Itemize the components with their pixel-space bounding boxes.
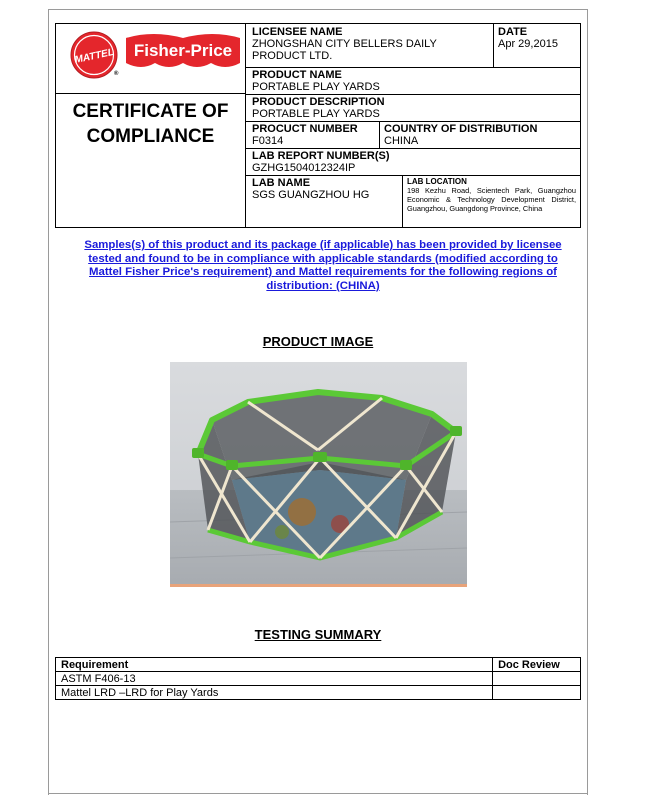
- table-header-row: [56, 658, 581, 672]
- certificate-header: [55, 23, 581, 228]
- header-divider-left: [245, 24, 246, 227]
- date-label: DATE: [498, 26, 528, 38]
- lab-report-value: GZHG1504012324IP: [252, 162, 356, 174]
- licensee-name-value-line1: ZHONGSHAN CITY BELLERS DAILY: [252, 38, 437, 50]
- product-image-heading: PRODUCT IMAGE: [262, 334, 374, 349]
- testing-summary-table: [55, 657, 581, 700]
- lab-location-label: LAB LOCATION: [407, 177, 467, 186]
- mattel-logo: [69, 30, 119, 80]
- row-divider-4: [245, 148, 580, 149]
- fisher-price-logo-text: Fisher-Price: [133, 41, 233, 60]
- product-description-value: PORTABLE PLAY YARDS: [252, 108, 380, 120]
- licensee-name-value-line2: PRODUCT LTD.: [252, 50, 333, 62]
- certificate-title: [56, 99, 245, 149]
- testing-summary-heading: TESTING SUMMARY: [254, 627, 382, 642]
- column-header-requirement: Requirement: [56, 658, 493, 672]
- logo-divider: [56, 93, 245, 94]
- lab-divider: [402, 175, 403, 227]
- date-divider: [493, 24, 494, 68]
- country-value: CHINA: [384, 135, 419, 147]
- product-description-label: PRODUCT DESCRIPTION: [252, 96, 385, 108]
- certificate-title-line2: COMPLIANCE: [86, 126, 215, 147]
- table-row: [56, 672, 581, 686]
- row-divider-1: [245, 67, 580, 68]
- row-divider-2: [245, 94, 580, 95]
- product-name-value: PORTABLE PLAY YARDS: [252, 81, 380, 93]
- requirement-cell: Mattel LRD –LRD for Play Yards: [56, 686, 493, 700]
- certificate-title-line1: CERTIFICATE OF: [72, 101, 229, 122]
- lab-name-value: SGS GUANGZHOU HG: [252, 189, 370, 201]
- doc-review-cell: [493, 672, 581, 686]
- lab-report-label: LAB REPORT NUMBER(S): [252, 150, 390, 162]
- column-header-doc-review: Doc Review: [493, 658, 581, 672]
- lab-location-value: 198 Kezhu Road, Scientech Park, Guangzhou Economic & Technology Development District, Guangzhou, Guangdong Province, China: [407, 186, 576, 213]
- product-number-value: F0314: [252, 135, 284, 147]
- date-value: Apr 29,2015: [498, 38, 558, 50]
- page-bottom-border: [48, 793, 588, 794]
- doc-review-cell: [493, 686, 581, 700]
- lab-name-label: LAB NAME: [252, 177, 311, 189]
- registered-mark: ®: [114, 71, 119, 77]
- number-divider: [379, 121, 380, 148]
- product-number-label: PROCUCT NUMBER: [252, 123, 358, 135]
- product-photo: [170, 362, 467, 587]
- requirement-cell: ASTM F406-13: [56, 672, 493, 686]
- product-name-label: PRODUCT NAME: [252, 69, 342, 81]
- country-label: COUNTRY OF DISTRIBUTION: [384, 123, 538, 135]
- licensee-name-label: LICENSEE NAME: [252, 26, 343, 38]
- mattel-logo-text: MATTEL: [73, 46, 115, 66]
- row-divider-5: [245, 175, 580, 176]
- table-row: [56, 686, 581, 700]
- compliance-statement: Samples(s) of this product and its package (if applicable) has been provided by licensee tested and found to be in compliance with applicable standards (modified according to Mattel Fisher Price's requirement) and Mattel requirements for the following regions of distribution: (CHINA): [84, 239, 562, 292]
- fisher-price-logo: [124, 30, 242, 80]
- row-divider-3: [245, 121, 580, 122]
